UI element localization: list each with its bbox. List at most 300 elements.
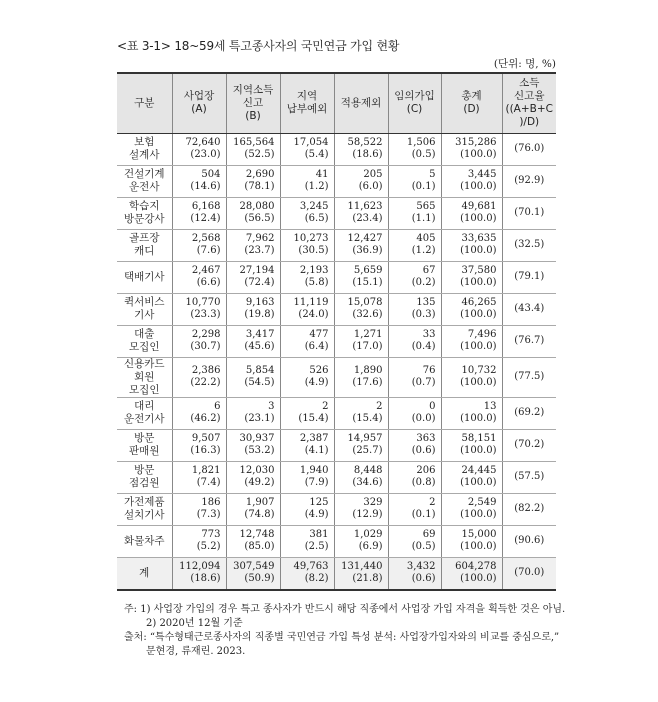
count-value: 30,937	[239, 432, 275, 444]
count-value: 41	[315, 168, 329, 180]
count-value: 10,770	[185, 296, 221, 308]
unit-label: (단위: 명, %)	[493, 58, 556, 70]
count-value: 2,467	[191, 264, 221, 276]
header-cell	[441, 73, 502, 133]
row-label-text: 계	[139, 566, 150, 579]
header-text: (D)	[463, 103, 480, 116]
table-body	[117, 133, 556, 590]
value-cell	[334, 357, 388, 397]
percent-value: (15.4)	[298, 413, 329, 424]
value-cell	[334, 429, 388, 461]
count-value: 58,522	[347, 136, 383, 148]
value-cell	[226, 229, 280, 261]
percent-value: (45.6)	[244, 341, 275, 352]
percent-value: (0.6)	[411, 573, 436, 584]
report-rate-cell: (82.2)	[502, 493, 556, 525]
count-value: 2,690	[245, 168, 275, 180]
count-value: 329	[363, 496, 383, 508]
percent-value: (6.0)	[358, 181, 383, 192]
header-text: 임의가입	[394, 90, 435, 103]
header-row	[117, 73, 556, 133]
table-row	[117, 493, 556, 525]
value-cell	[334, 261, 388, 293]
table-row	[117, 261, 556, 293]
percent-value: (5.2)	[196, 541, 221, 552]
count-value: 307,549	[233, 560, 275, 572]
value-cell	[172, 261, 226, 293]
table-row	[117, 325, 556, 357]
row-label	[117, 493, 172, 525]
value-cell	[226, 525, 280, 557]
percent-value: (7.4)	[196, 477, 221, 488]
percent-value: (7.6)	[196, 245, 221, 256]
count-value: 3,417	[245, 328, 275, 340]
count-value: 17,054	[293, 136, 329, 148]
count-value: 13	[483, 400, 497, 412]
row-label-text: 설치기사	[123, 509, 165, 521]
header-cell	[226, 73, 280, 133]
value-cell	[441, 429, 502, 461]
percent-value: (100.0)	[460, 477, 497, 488]
count-value: 24,445	[461, 464, 497, 476]
header-text: 사업장	[183, 90, 215, 103]
percent-value: (53.2)	[244, 445, 275, 456]
value-cell	[226, 261, 280, 293]
row-label	[117, 261, 172, 293]
count-value: 5	[429, 168, 436, 180]
value-cell	[280, 133, 334, 165]
percent-value: (23.3)	[190, 309, 221, 320]
count-value: 7,496	[467, 328, 497, 340]
report-rate-cell: (79.1)	[502, 261, 556, 293]
count-value: 2,193	[299, 264, 329, 276]
percent-value: (6.9)	[358, 541, 383, 552]
row-label	[117, 461, 172, 493]
row-label-text: 기사	[134, 309, 155, 321]
count-value: 33	[422, 328, 436, 340]
percent-value: (17.0)	[352, 341, 383, 352]
value-cell	[388, 133, 441, 165]
count-value: 58,151	[461, 432, 497, 444]
percent-value: (34.6)	[352, 477, 383, 488]
percent-value: (19.8)	[244, 309, 275, 320]
count-value: 12,748	[239, 528, 275, 540]
count-value: 5,854	[245, 364, 275, 376]
row-label-text: 대리	[134, 400, 155, 412]
percent-value: (0.8)	[411, 477, 436, 488]
count-value: 1,940	[299, 464, 329, 476]
value-cell	[280, 165, 334, 197]
count-value: 72,640	[185, 136, 221, 148]
count-value: 69	[422, 528, 436, 540]
percent-value: (5.8)	[304, 277, 329, 288]
value-cell	[280, 325, 334, 357]
percent-value: (100.0)	[460, 277, 497, 288]
row-label-text: 골프장	[129, 232, 160, 244]
count-value: 49,763	[293, 560, 329, 572]
count-value: 2,298	[191, 328, 221, 340]
report-rate-cell: (76.0)	[502, 133, 556, 165]
count-value: 565	[416, 200, 436, 212]
percent-value: (4.9)	[304, 509, 329, 520]
percent-value: (17.6)	[352, 377, 383, 388]
source-note: 출처: “특수형태근로종사자의 직종별 국민연금 가입 특성 분석: 사업장가입자와의 비교를 중심으로,”	[124, 632, 560, 644]
percent-value: (54.5)	[244, 377, 275, 388]
header-text: )/D)	[519, 116, 540, 129]
value-cell	[441, 261, 502, 293]
row-label-text: 화물차주	[123, 534, 165, 547]
count-value: 10,732	[461, 364, 497, 376]
value-cell	[388, 293, 441, 325]
value-cell	[388, 557, 441, 590]
value-cell	[226, 461, 280, 493]
value-cell	[280, 261, 334, 293]
count-value: 76	[422, 364, 436, 376]
count-value: 2,386	[191, 364, 221, 376]
value-cell	[388, 261, 441, 293]
percent-value: (100.0)	[460, 309, 497, 320]
value-cell	[388, 197, 441, 229]
percent-value: (100.0)	[460, 445, 497, 456]
percent-value: (15.1)	[352, 277, 383, 288]
count-value: 15,000	[461, 528, 497, 540]
value-cell	[441, 165, 502, 197]
row-label-text: 운전기사	[123, 413, 165, 425]
header-cell	[388, 73, 441, 133]
percent-value: (85.0)	[244, 541, 275, 552]
count-value: 205	[363, 168, 383, 180]
table-row	[117, 461, 556, 493]
table-row	[117, 229, 556, 261]
value-cell	[388, 357, 441, 397]
percent-value: (0.5)	[411, 149, 436, 160]
percent-value: (14.6)	[190, 181, 221, 192]
report-rate-cell: (77.5)	[502, 357, 556, 397]
count-value: 315,286	[455, 136, 497, 148]
count-value: 12,030	[239, 464, 275, 476]
value-cell	[172, 557, 226, 590]
header-text: (B)	[245, 109, 261, 122]
percent-value: (36.9)	[352, 245, 383, 256]
count-value: 604,278	[455, 560, 497, 572]
percent-value: (100.0)	[460, 509, 497, 520]
percent-value: (2.5)	[304, 541, 329, 552]
percent-value: (100.0)	[460, 541, 497, 552]
value-cell	[441, 293, 502, 325]
percent-value: (0.4)	[411, 341, 436, 352]
header-text: 구분	[134, 96, 155, 109]
count-value: 6	[214, 400, 221, 412]
count-value: 0	[429, 400, 436, 412]
percent-value: (23.4)	[352, 213, 383, 224]
count-value: 381	[309, 528, 329, 540]
value-cell	[441, 357, 502, 397]
count-value: 405	[416, 232, 436, 244]
count-value: 2,549	[467, 496, 497, 508]
value-cell	[172, 357, 226, 397]
percent-value: (100.0)	[460, 181, 497, 192]
percent-value: (1.2)	[304, 181, 329, 192]
count-value: 14,957	[347, 432, 383, 444]
value-cell	[388, 325, 441, 357]
value-cell	[280, 429, 334, 461]
value-cell	[226, 357, 280, 397]
percent-value: (100.0)	[460, 377, 497, 388]
report-rate-cell: (92.9)	[502, 165, 556, 197]
percent-value: (6.5)	[304, 213, 329, 224]
percent-value: (72.4)	[244, 277, 275, 288]
value-cell	[388, 429, 441, 461]
percent-value: (6.4)	[304, 341, 329, 352]
percent-value: (50.9)	[244, 573, 275, 584]
count-value: 3,445	[467, 168, 497, 180]
table-title: <표 3-1> 18~59세 특고종사자의 국민연금 가입 현황	[117, 39, 400, 53]
value-cell	[280, 293, 334, 325]
percent-value: (12.4)	[190, 213, 221, 224]
row-label	[117, 197, 172, 229]
value-cell	[172, 325, 226, 357]
count-value: 526	[309, 364, 329, 376]
count-value: 3,432	[406, 560, 436, 572]
count-value: 15,078	[347, 296, 383, 308]
report-rate-cell: (69.2)	[502, 397, 556, 429]
report-rate-cell: (70.0)	[502, 557, 556, 590]
count-value: 46,265	[461, 296, 497, 308]
percent-value: (16.3)	[190, 445, 221, 456]
percent-value: (7.9)	[304, 477, 329, 488]
row-label-text: 가전제품	[123, 496, 165, 508]
value-cell	[334, 461, 388, 493]
percent-value: (23.7)	[244, 245, 275, 256]
percent-value: (49.2)	[244, 477, 275, 488]
note-2: 2) 2020년 12월 기준	[146, 617, 243, 629]
count-value: 5,659	[353, 264, 383, 276]
value-cell	[441, 557, 502, 590]
row-label-text: 방문강사	[123, 213, 165, 225]
row-label-text: 보험	[134, 136, 155, 148]
row-label-text: 택배기사	[123, 270, 165, 283]
count-value: 11,119	[293, 296, 329, 308]
percent-value: (100.0)	[460, 149, 497, 160]
source-authors: 문현경, 류재린. 2023.	[146, 645, 246, 657]
value-cell	[334, 133, 388, 165]
value-cell	[441, 229, 502, 261]
count-value: 2	[429, 496, 436, 508]
count-value: 10,273	[293, 232, 329, 244]
row-label-text: 신용카드	[123, 357, 165, 370]
table-row	[117, 133, 556, 165]
value-cell	[172, 293, 226, 325]
percent-value: (78.1)	[244, 181, 275, 192]
row-label-text: 대출	[134, 328, 155, 340]
value-cell	[280, 397, 334, 429]
value-cell	[441, 461, 502, 493]
count-value: 27,194	[239, 264, 275, 276]
report-rate-cell: (70.1)	[502, 197, 556, 229]
row-label	[117, 357, 172, 397]
value-cell	[280, 461, 334, 493]
header-text: 총계	[461, 90, 482, 103]
value-cell	[388, 165, 441, 197]
row-label-text: 모집인	[129, 383, 160, 396]
table-header	[117, 73, 556, 133]
count-value: 504	[201, 168, 221, 180]
value-cell	[334, 229, 388, 261]
header-text: ((A+B+C	[505, 103, 553, 116]
percent-value: (74.8)	[244, 509, 275, 520]
table-row	[117, 293, 556, 325]
value-cell	[280, 197, 334, 229]
value-cell	[334, 525, 388, 557]
count-value: 9,163	[245, 296, 275, 308]
report-rate-cell: (43.4)	[502, 293, 556, 325]
row-label-text: 모집인	[129, 341, 160, 353]
header-cell	[334, 73, 388, 133]
count-value: 186	[201, 496, 221, 508]
percent-value: (7.3)	[196, 509, 221, 520]
value-cell	[172, 133, 226, 165]
value-cell	[334, 493, 388, 525]
table-row	[117, 165, 556, 197]
percent-value: (12.9)	[352, 509, 383, 520]
percent-value: (4.1)	[304, 445, 329, 456]
value-cell	[334, 293, 388, 325]
count-value: 28,080	[239, 200, 275, 212]
count-value: 1,907	[245, 496, 275, 508]
value-cell	[334, 397, 388, 429]
count-value: 3	[268, 400, 275, 412]
count-value: 2,387	[299, 432, 329, 444]
table-notes	[124, 603, 565, 658]
percent-value: (100.0)	[460, 245, 497, 256]
count-value: 2	[376, 400, 383, 412]
row-label-text: 퀵서비스	[123, 296, 165, 308]
row-label	[117, 293, 172, 325]
total-row	[117, 557, 556, 590]
percent-value: (4.9)	[304, 377, 329, 388]
header-cell	[502, 73, 556, 133]
percent-value: (0.6)	[411, 445, 436, 456]
row-label-text: 방문	[134, 432, 155, 444]
count-value: 1,271	[353, 328, 383, 340]
row-label	[117, 229, 172, 261]
percent-value: (100.0)	[460, 573, 497, 584]
row-label	[117, 165, 172, 197]
count-value: 7,962	[245, 232, 275, 244]
value-cell	[441, 525, 502, 557]
value-cell	[280, 229, 334, 261]
percent-value: (23.0)	[190, 149, 221, 160]
header-cell	[172, 73, 226, 133]
count-value: 773	[201, 528, 221, 540]
table-row	[117, 397, 556, 429]
value-cell	[226, 429, 280, 461]
value-cell	[172, 397, 226, 429]
value-cell	[226, 165, 280, 197]
report-rate-cell: (76.7)	[502, 325, 556, 357]
percent-value: (52.5)	[244, 149, 275, 160]
value-cell	[280, 525, 334, 557]
value-cell	[280, 357, 334, 397]
percent-value: (0.2)	[411, 277, 436, 288]
header-text: 납부예외	[286, 103, 328, 116]
count-value: 206	[416, 464, 436, 476]
value-cell	[388, 461, 441, 493]
percent-value: (0.1)	[411, 509, 436, 520]
count-value: 12,427	[347, 232, 383, 244]
percent-value: (0.0)	[411, 413, 436, 424]
count-value: 165,564	[233, 136, 275, 148]
percent-value: (22.2)	[190, 377, 221, 388]
report-rate-cell: (90.6)	[502, 525, 556, 557]
count-value: 135	[416, 296, 436, 308]
percent-value: (0.7)	[411, 377, 436, 388]
row-label-text: 회원	[134, 370, 155, 383]
row-label	[117, 397, 172, 429]
row-label-text: 설계사	[129, 149, 160, 161]
percent-value: (1.1)	[411, 213, 436, 224]
row-label-text: 학습지	[129, 200, 160, 212]
percent-value: (0.3)	[411, 309, 436, 320]
report-rate-cell: (70.2)	[502, 429, 556, 461]
table-row	[117, 429, 556, 461]
count-value: 6,168	[191, 200, 221, 212]
value-cell	[334, 557, 388, 590]
percent-value: (18.6)	[352, 149, 383, 160]
count-value: 477	[309, 328, 329, 340]
value-cell	[388, 525, 441, 557]
value-cell	[172, 525, 226, 557]
value-cell	[334, 197, 388, 229]
value-cell	[441, 325, 502, 357]
percent-value: (18.6)	[190, 573, 221, 584]
value-cell	[334, 165, 388, 197]
percent-value: (15.4)	[352, 413, 383, 424]
value-cell	[388, 229, 441, 261]
value-cell	[388, 493, 441, 525]
header-text: 신고	[242, 96, 264, 109]
value-cell	[441, 197, 502, 229]
value-cell	[441, 397, 502, 429]
row-label-text: 캐디	[134, 245, 155, 257]
percent-value: (0.1)	[411, 181, 436, 192]
row-label	[117, 557, 172, 590]
percent-value: (24.0)	[298, 309, 329, 320]
value-cell	[334, 325, 388, 357]
header-text: 지역	[296, 90, 318, 103]
row-label	[117, 525, 172, 557]
value-cell	[226, 397, 280, 429]
count-value: 131,440	[341, 560, 383, 572]
percent-value: (5.4)	[304, 149, 329, 160]
percent-value: (23.1)	[244, 413, 275, 424]
header-text: (C)	[406, 103, 423, 116]
count-value: 125	[309, 496, 329, 508]
count-value: 112,094	[179, 560, 221, 572]
value-cell	[388, 397, 441, 429]
header-text: (A)	[191, 103, 207, 116]
percent-value: (1.2)	[411, 245, 436, 256]
percent-value: (6.6)	[196, 277, 221, 288]
percent-value: (8.2)	[304, 573, 329, 584]
value-cell	[226, 197, 280, 229]
table-row	[117, 357, 556, 397]
percent-value: (32.6)	[352, 309, 383, 320]
count-value: 33,635	[461, 232, 497, 244]
percent-value: (0.5)	[411, 541, 436, 552]
report-rate-cell: (57.5)	[502, 461, 556, 493]
value-cell	[172, 229, 226, 261]
